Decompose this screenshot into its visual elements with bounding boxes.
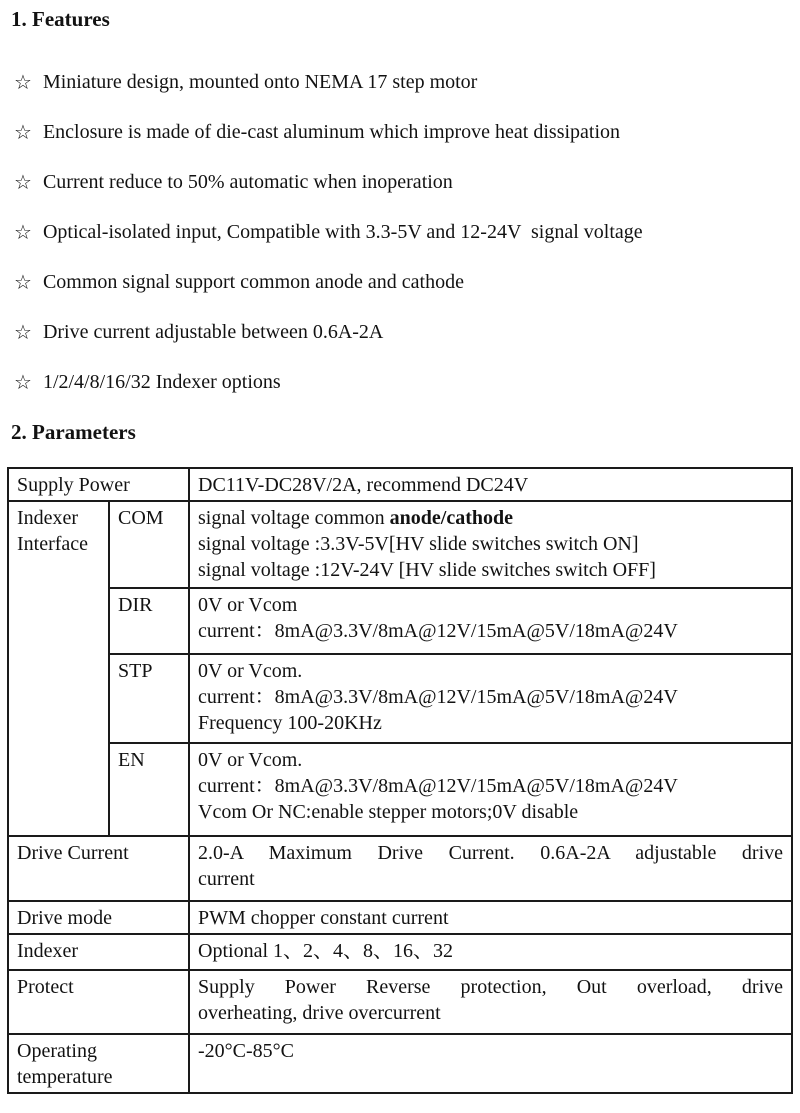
features-list — [14, 69, 800, 395]
param-value-com — [189, 501, 792, 588]
param-label-indexer: Indexer — [8, 934, 189, 970]
feature-item — [14, 219, 800, 245]
features-heading: 1. Features — [11, 7, 110, 31]
param-value-line — [198, 505, 783, 531]
star-bullet-icon: ☆ — [14, 370, 32, 394]
param-value-stp — [189, 654, 792, 743]
feature-text: Miniature design, mounted onto NEMA 17 step motor — [42, 71, 478, 93]
table-row-drive-mode — [8, 901, 792, 934]
table-row-indexer-interface-stp — [8, 654, 792, 743]
param-sublabel-com: COM — [109, 501, 189, 588]
param-label-indexer-interface: Indexer Interface — [8, 501, 109, 836]
param-value-line: 0V or Vcom. — [198, 660, 303, 682]
table-row-indexer-interface-com — [8, 501, 792, 588]
feature-text: Drive current adjustable between 0.6A-2A — [42, 321, 384, 343]
param-value-line: 2.0-A Maximum Drive Current. 0.6A-2A adjustable drive — [198, 842, 784, 864]
table-row-protect — [8, 970, 792, 1034]
param-sublabel-dir: DIR — [109, 588, 189, 654]
param-value-line: signal voltage :3.3V-5V[HV slide switches switch ON] — [198, 533, 639, 555]
param-value-indexer: Optional 1、2、4、8、16、32 — [189, 934, 792, 970]
param-value-protect — [189, 970, 792, 1034]
table-row-indexer-interface-en — [8, 743, 792, 836]
star-bullet-icon: ☆ — [14, 170, 32, 194]
param-value-line: Frequency 100-20KHz — [198, 712, 382, 734]
param-sublabel-en: EN — [109, 743, 189, 836]
table-row-indexer — [8, 934, 792, 970]
param-value-drive-mode: PWM chopper constant current — [189, 901, 792, 934]
star-bullet-icon: ☆ — [14, 70, 32, 94]
param-value-line: current — [198, 868, 255, 890]
param-text: signal voltage common — [198, 507, 390, 529]
param-value-en — [189, 743, 792, 836]
param-value-line: 0V or Vcom. — [198, 749, 303, 771]
feature-text: Optical-isolated input, Compatible with 3.3-5V and 12-24V signal voltage — [42, 221, 643, 243]
param-value-drive-current — [189, 836, 792, 901]
table-row-supply-power — [8, 468, 792, 501]
feature-item — [14, 319, 800, 345]
param-value-line: current：8mA@3.3V/8mA@12V/15mA@5V/18mA@24V — [198, 775, 678, 797]
param-label-drive-current: Drive Current — [8, 836, 189, 901]
star-bullet-icon: ☆ — [14, 220, 32, 244]
param-value-line: 0V or Vcom — [198, 594, 298, 616]
feature-text: Current reduce to 50% automatic when inoperation — [42, 171, 453, 193]
param-label-supply-power: Supply Power — [8, 468, 189, 501]
param-value-supply-power: DC11V-DC28V/2A, recommend DC24V — [189, 468, 792, 501]
param-label-protect: Protect — [8, 970, 189, 1034]
parameters-heading: 2. Parameters — [11, 420, 136, 444]
param-value-dir — [189, 588, 792, 654]
param-value-line: current：8mA@3.3V/8mA@12V/15mA@5V/18mA@24V — [198, 620, 678, 642]
param-text-bold: anode/cathode — [389, 507, 513, 529]
param-sublabel-stp: STP — [109, 654, 189, 743]
parameters-table — [7, 467, 793, 1094]
param-value-operating-temperature: -20°C-85°C — [189, 1034, 792, 1093]
param-label-drive-mode: Drive mode — [8, 901, 189, 934]
star-bullet-icon: ☆ — [14, 320, 32, 344]
table-row-operating-temperature — [8, 1034, 792, 1093]
param-value-line: current：8mA@3.3V/8mA@12V/15mA@5V/18mA@24V — [198, 686, 678, 708]
param-value-line: Supply Power Reverse protection, Out overload, drive — [198, 976, 784, 998]
param-label-operating-temperature: Operating temperature — [8, 1034, 189, 1093]
param-value-line: overheating, drive overcurrent — [198, 1002, 441, 1024]
table-row-drive-current — [8, 836, 792, 901]
feature-text: Enclosure is made of die-cast aluminum which improve heat dissipation — [42, 121, 621, 143]
star-bullet-icon: ☆ — [14, 120, 32, 144]
table-row-indexer-interface-dir — [8, 588, 792, 654]
feature-text: 1/2/4/8/16/32 Indexer options — [42, 371, 281, 393]
feature-item — [14, 69, 800, 95]
star-bullet-icon: ☆ — [14, 270, 32, 294]
feature-text: Common signal support common anode and cathode — [42, 271, 464, 293]
feature-item — [14, 119, 800, 145]
param-value-line: Vcom Or NC:enable stepper motors;0V disable — [198, 801, 579, 823]
feature-item — [14, 269, 800, 295]
feature-item — [14, 369, 800, 395]
param-value-line: signal voltage :12V-24V [HV slide switches switch OFF] — [198, 559, 656, 581]
feature-item — [14, 169, 800, 195]
